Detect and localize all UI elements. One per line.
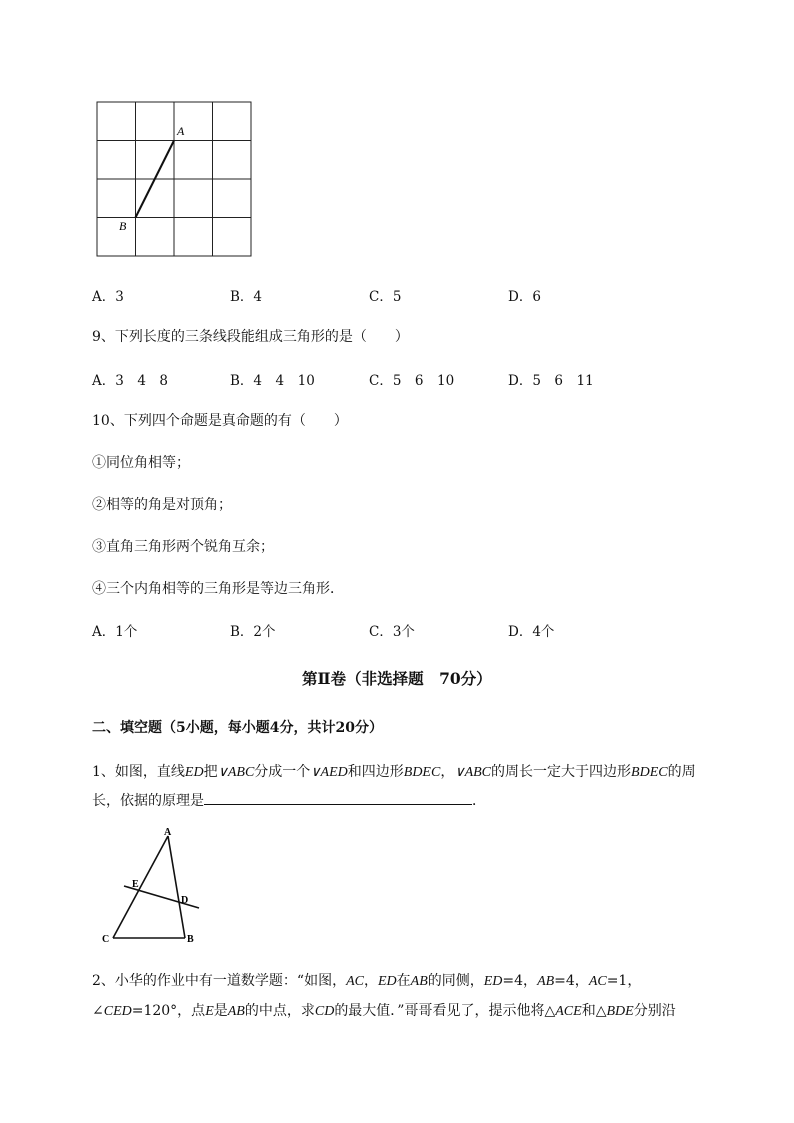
q9-option-a[interactable]: A．3 4 8 — [92, 373, 169, 389]
fill2-var: AB — [410, 974, 428, 989]
fill1-var: BDEC — [631, 765, 668, 780]
fill1-text: 和四边形 — [347, 764, 404, 780]
answer-blank[interactable] — [204, 790, 472, 805]
fill1-text: 把 — [203, 764, 218, 780]
q10-option-a[interactable]: A．1个 — [92, 624, 138, 640]
fill2-text: =1， — [606, 973, 642, 989]
q10-option-c[interactable]: C．3个 — [369, 624, 415, 640]
fill1-var: ED — [184, 765, 204, 780]
q8-option-c[interactable]: C．5 — [369, 289, 402, 305]
fill2-text: 在 — [396, 973, 411, 989]
label-d: D — [181, 895, 189, 906]
label-b: B — [119, 219, 127, 233]
fill1-line1 — [92, 761, 696, 781]
fill1-text: ． — [472, 793, 486, 809]
fill1-var: ∨ABC — [454, 765, 492, 780]
fill2-text: 和△ — [581, 1003, 607, 1019]
q9-option-d[interactable]: D．5 6 11 — [508, 373, 594, 389]
label-a: A — [177, 124, 185, 138]
fill2-text: 的最大值．”哥哥看见了，提示他将△ — [334, 1003, 556, 1019]
q8-option-a[interactable]: A．3 — [92, 289, 124, 305]
q9-stem: 9、下列长度的三条线段能组成三角形的是（ ） — [92, 329, 409, 345]
fill2-text: 是 — [213, 1003, 228, 1019]
fill2-text: 的中点，求 — [244, 1003, 315, 1019]
fill2-var: CED — [103, 1004, 132, 1019]
fill2-var: AC — [346, 974, 364, 989]
q9-option-b[interactable]: B．4 4 10 — [230, 373, 315, 389]
fill2-text: ∠ — [92, 1003, 104, 1019]
q10-item-1: ①同位角相等； — [92, 455, 190, 471]
fill2-var: AB — [227, 1004, 245, 1019]
q10-item-2: ②相等的角是对顶角； — [92, 497, 232, 513]
fill1-var: ∨ABC — [217, 765, 255, 780]
part2-title: 第Ⅱ卷（非选择题 70分） — [302, 669, 492, 688]
fill1-text: ， — [440, 764, 455, 780]
fill2-text: =4， — [554, 973, 589, 989]
fill2-text: ， — [363, 973, 378, 989]
fill2-var: BDE — [606, 1004, 634, 1019]
fill2-var: E — [205, 1004, 214, 1019]
q9-option-c[interactable]: C．5 6 10 — [369, 373, 455, 389]
q10-option-b[interactable]: B．2个 — [230, 624, 276, 640]
label-b: B — [187, 934, 194, 945]
fill2-var: ED — [483, 974, 503, 989]
fill1-var: ∨AED — [310, 765, 348, 780]
fill2-var: AC — [588, 974, 607, 989]
fill1-line2 — [92, 790, 486, 810]
section-heading: 二、填空题（5小题，每小题4分，共计20分） — [92, 720, 383, 736]
fill2-var: ACE — [555, 1004, 582, 1019]
fill2-text: 2、小华的作业中有一道数学题：“如图， — [92, 973, 347, 989]
fill2-line1 — [92, 970, 641, 990]
fill1-text: 1、如图，直线 — [92, 764, 185, 780]
fill2-text: 分别沿 — [633, 1003, 676, 1019]
label-a: A — [164, 827, 172, 838]
q8-option-d[interactable]: D．6 — [508, 289, 541, 305]
q10-item-3: ③直角三角形两个锐角互余； — [92, 539, 274, 555]
fill1-text: 的周 — [667, 764, 696, 780]
fill2-line2 — [92, 1000, 676, 1020]
fill1-text: 长，依据的原理是 — [92, 793, 204, 809]
grid-figure — [94, 100, 256, 260]
fill2-text: 的同侧， — [427, 973, 484, 989]
q10-stem: 10、下列四个命题是真命题的有（ ） — [92, 413, 348, 429]
fill1-text: 分成一个 — [254, 764, 311, 780]
fill2-var: AB — [537, 974, 555, 989]
fill1-var: BDEC — [403, 765, 441, 780]
label-e: E — [132, 879, 139, 890]
triangle-figure — [96, 826, 208, 948]
fill2-text: =4， — [502, 973, 538, 989]
q10-item-4: ④三个内角相等的三角形是等边三角形． — [92, 581, 344, 597]
fill2-var: ED — [377, 974, 397, 989]
label-c: C — [102, 934, 110, 945]
fill2-var: CD — [314, 1004, 335, 1019]
fill2-text: =120°，点 — [131, 1003, 206, 1019]
fill1-text: 的周长一定大于四边形 — [491, 764, 632, 780]
q8-option-b[interactable]: B．4 — [230, 289, 263, 305]
q10-option-d[interactable]: D．4个 — [508, 624, 555, 640]
